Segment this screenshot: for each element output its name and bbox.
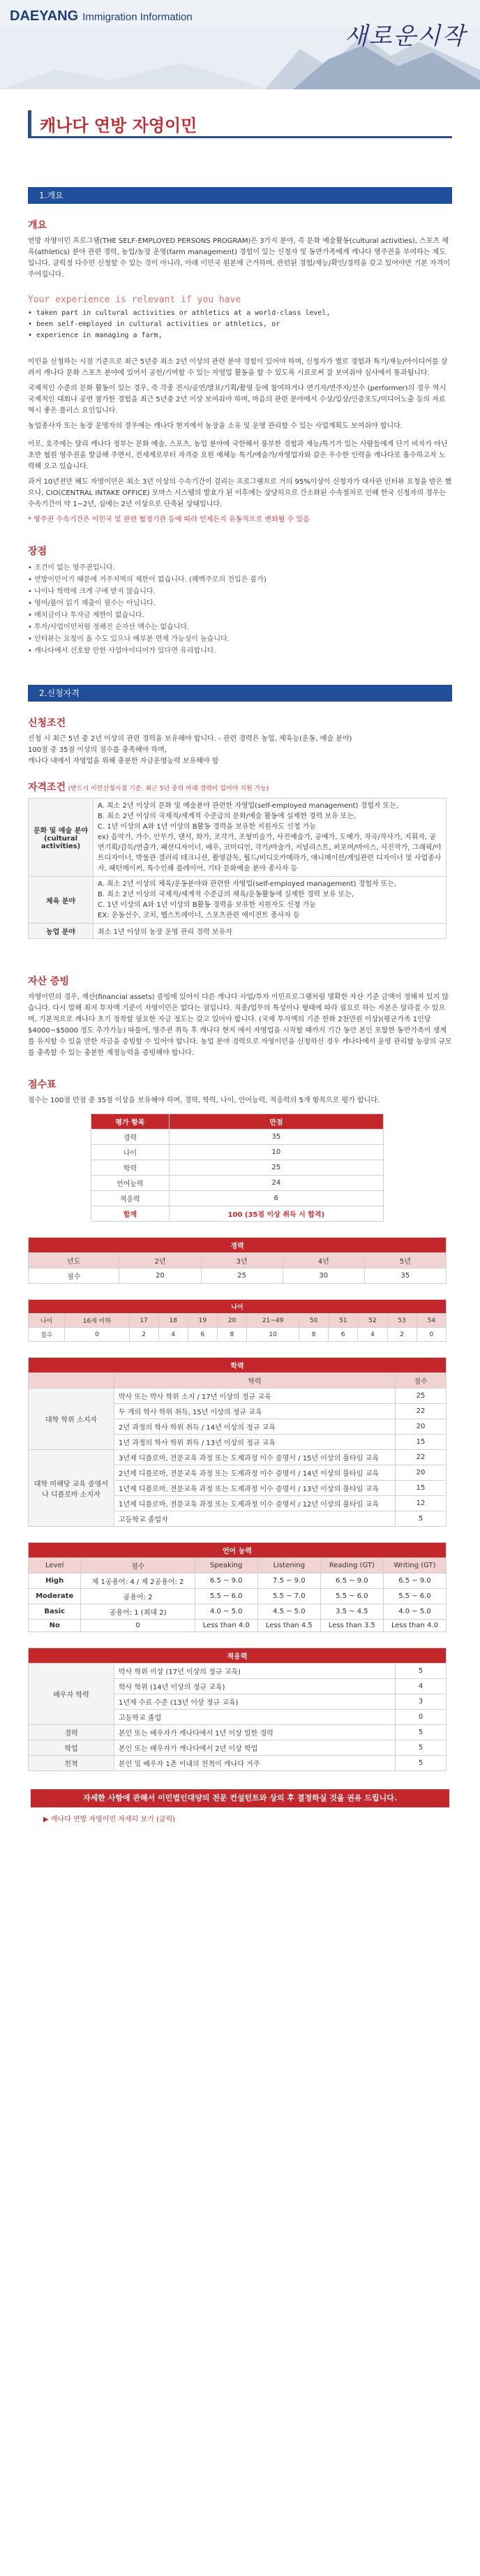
table-cell: 점수 — [81, 1558, 195, 1574]
row-label: 체육 분야 — [29, 877, 93, 924]
table-header: 적응력 — [29, 1648, 447, 1664]
quote-item: • taken part in cultural activities or athletics at a world-class level, — [28, 309, 331, 317]
table-row — [29, 1620, 447, 1632]
paragraph: 100점 중 35점 이상의 점수를 충족해야 하며, — [28, 746, 167, 754]
table-cell: 51 — [329, 1314, 358, 1328]
brand-logo[interactable]: DAEYANG Immigration Information — [10, 8, 193, 24]
paragraph: 신청 시 최근 5년 중 2년 이상의 관련 경력을 보유해야 합니다. - 관련 경력은 농업, 체육능(운동, 예술 분야) — [28, 735, 352, 743]
table-row — [29, 1373, 447, 1389]
section-header-overview: 1.개요 — [28, 187, 452, 204]
table-cell: 35 — [364, 1268, 446, 1284]
table-header: 언어 능력 — [29, 1543, 447, 1558]
table-cell: 5 — [396, 1725, 447, 1740]
table-cell: 학업 — [29, 1740, 114, 1756]
table-cell: 100 (35점 이상 취득 시 합격) — [169, 1206, 383, 1222]
table-cell: 15 — [396, 1481, 447, 1496]
overview-paragraph: 연방 자영이민 프로그램(THE SELF-EMPLOYED PERSONS PROGRAM)은 3가지 분야, 즉 문화 예술활동(cultural activities), 스포츠 체육(athletics) 분야 관련 경력, 농업/농장 운영(farm management) 경험이 있는 신청자 및 동반가족에게 캐나다 영주권을 부여하는 제도입니다. 클릭정 다수민 신청할 수 있는 것이 아니라, 아래 이민국 원본에 근거하며, 관련된 경험/재능/확인/경력을 갖고 있어야만 기본 자격이 주어집니다. — [28, 237, 450, 279]
table-cell: 20 — [396, 1419, 447, 1435]
row-label: 문화 및 예술 분야 (cultural activities) — [29, 799, 93, 877]
table-header: 평가 항목 — [91, 1114, 170, 1130]
cell-line: 최소 1년 이상의 농장 운영 관리 경력 보유자 — [93, 924, 447, 939]
table-cell: 경력 — [29, 1725, 114, 1740]
paragraph: 이로, 호주에는 달리 캐나다 정부는 문화 예술, 스포츠, 농업 분야에 국한해서 풍부한 경험과 재능/특기가 있는 사람들에게 단기 비자가 아닌 초반 협원 영주권을 발급해 주면서, 전세계로부터 자격증 요원 예체능 특기/예술가/자영업자와 같은 우수한 인력을 캐나다로 흡수하고자 노력해 오고 있습니다. — [28, 441, 448, 471]
quote-list — [28, 308, 452, 341]
table-cell: 3년제 디플로마, 전문교육 과정 또는 도제과정 이수 증명서 / 15년 이상의 풀타임 교육 — [114, 1450, 396, 1465]
table-cell: 20 — [396, 1465, 447, 1481]
table-cell: Less than 4.0 — [383, 1620, 446, 1632]
table-cell: Less than 4.0 — [195, 1620, 257, 1632]
table-cell: 25 — [201, 1268, 283, 1284]
table-cell: 언어능력 — [91, 1176, 170, 1191]
list-item: • 조건이 없는 영주권입니다. — [28, 564, 115, 572]
table-cell: 본인 및 배우자 1촌 이내의 친척이 캐나다 거주 — [114, 1756, 396, 1771]
table-cell: 점수 — [29, 1268, 119, 1284]
paragraph: 국제적인 수준의 문화 활동이 있는 경우, 즉 각종 전시/공연/발표/기획/촬영 등에 참여하거나 연기자/연주자/선수 (performer)의 경우 역시 국제적인 대회나 공연 참가한 경험을 최근 5년중 2년 이상 보여줘야 하며, 마음의 관련 분야에서 수상/입상/인증포도/미디어노출 등의 자료 역시 좋은 플러스 요인입니다. — [28, 385, 447, 415]
table-cell: Writing (GT) — [383, 1558, 446, 1574]
table-cell: 6.5 ~ 9.0 — [320, 1574, 383, 1589]
table-cell: 3.5 ~ 4.5 — [320, 1604, 383, 1620]
table-cell: 1년제 디플로마, 전문교육 과정 또는 도제과정 이수 증명서 / 12년 이상의 풀타임 교육 — [114, 1496, 396, 1511]
table-cell: 12 — [396, 1496, 447, 1511]
table-cell: 2년 — [119, 1253, 201, 1268]
table-row — [29, 1574, 447, 1589]
table-cell: 4년 — [283, 1253, 364, 1268]
table-cell: 8 — [299, 1328, 329, 1342]
table-cell: 본인 또는 배우자가 캐나다에서 2년 이상 학업 — [114, 1740, 396, 1756]
table-cell: 54 — [417, 1314, 446, 1328]
table-row — [29, 1740, 447, 1756]
table-cell: 35 — [169, 1130, 383, 1145]
table-row — [29, 1664, 447, 1679]
table-cell: 나이 — [29, 1314, 65, 1328]
table-cell: 10 — [169, 1145, 383, 1160]
calligraphy-logo: 새로운시작 — [344, 22, 466, 50]
table-cell: 5 — [396, 1511, 447, 1527]
table-cell: 2 — [387, 1328, 417, 1342]
table-row — [91, 1176, 384, 1191]
overview-subtitle: 개요 — [28, 220, 47, 231]
table-cell: High — [29, 1574, 81, 1589]
row-label: 농업 분야 — [29, 924, 93, 939]
header-banner — [0, 0, 480, 89]
table-cell: 두 개의 학사 학위 취득, 15년 이상의 정규 교육 — [114, 1404, 396, 1419]
table-cell — [29, 1373, 114, 1389]
table-row — [29, 1558, 447, 1574]
table-cell: 7.5 ~ 9.0 — [257, 1574, 320, 1589]
table-cell: 5 — [396, 1664, 447, 1679]
qualification-table — [28, 798, 447, 939]
cell-line: A. 최소 2년 이상의 문화 및 예술분야 관련한 자영업(self-employed management) 경험자 또는, — [98, 802, 399, 810]
table-cell: 5 — [396, 1756, 447, 1771]
table-row — [91, 1206, 384, 1222]
table-header: 경력 — [29, 1238, 447, 1253]
table-cell: 학력 — [91, 1160, 170, 1176]
score-paragraph: 점수는 100점 만점 중 35점 이상을 보유해야 하며, 경력, 학력, 나이, 언어능력, 적응력의 5개 항목으로 평가 합니다. — [28, 1097, 380, 1104]
table-cell: Speaking — [195, 1558, 257, 1574]
table-cell: 적응력 — [91, 1191, 170, 1206]
score-table — [91, 1113, 384, 1222]
score-title: 점수표 — [28, 1079, 57, 1090]
content — [28, 187, 452, 1823]
table-cell: 0 — [65, 1328, 129, 1342]
paragraph: 농업종사자 또는 농장 운영자의 경우에는 캐나다 현지에서 농장을 소유 및 운영 관리할 수 있는 사업계획도 보여줘야 합니다. — [28, 422, 403, 430]
consult-notice: 자세한 사항에 관해서 이민법인대양의 전문 컨설턴트와 상의 후 결정하실 것을 권유 드립니다. — [31, 1789, 449, 1807]
table-cell: 공용어: 1 (최대 2) — [81, 1604, 195, 1620]
list-item: • 인터뷰는 요청이 올 수도 있으나 예부분 면제 가능성이 높습니다. — [28, 635, 230, 643]
table-cell: 3년 — [201, 1253, 283, 1268]
table-cell: 4.0 ~ 5.0 — [195, 1604, 257, 1620]
table-cell: 0 — [417, 1328, 446, 1342]
table-row — [29, 1725, 447, 1740]
note: * 영주권 수속기간은 이민국 및 관련 협정기관 등에 따라 언제든지 유동적으로 변화될 수 있음 — [28, 516, 310, 524]
table-row — [91, 1160, 384, 1176]
conditions-title: 신청조건 — [28, 718, 66, 729]
table-cell: Moderate — [29, 1589, 81, 1604]
table-cell: No — [29, 1620, 81, 1632]
table-row — [91, 1130, 384, 1145]
table-cell: 53 — [387, 1314, 417, 1328]
table-cell: 년도 — [29, 1253, 119, 1268]
table-row — [29, 1268, 447, 1284]
table-row — [29, 1328, 447, 1342]
table-row — [29, 877, 447, 924]
table-cell: 2년 과정의 학사 학위 취득 / 14년 이상의 정규 교육 — [114, 1419, 396, 1435]
table-row — [29, 1589, 447, 1604]
table-cell: 22 — [396, 1450, 447, 1465]
table-cell: 배우자 학력 — [29, 1664, 114, 1725]
page-title: 캐나다 연방 자영이민 — [40, 116, 197, 135]
cell-line: ex) 음악가, 가수, 안무가, 댄서, 화가, 조각가, 조형미술가, 사진예술가, 공예가, 도예가, 작곡/작사가, 지휘자, 공연기획/감독/연출가, 패션디자이너, 배우, 코미디언, 각가/마술가, 저널리스트, 퍼포머/마이스, 사진작가, 그래픽/아트디자이너, 박물관 갤러리 테크니션, 촬영감독, 월드/비디오카메라가, 애니메이션/게임관련 디자이너 및 사업종사자, 패턴메이커, 특수인쇄 플레이어, 기타 문화예술 분야 종사자 등 — [98, 834, 442, 873]
table-row — [91, 1145, 384, 1160]
table-cell: 5년 — [364, 1253, 446, 1268]
table-cell: 52 — [358, 1314, 387, 1328]
table-cell: 4.0 ~ 5.0 — [383, 1604, 446, 1620]
table-row — [91, 1191, 384, 1206]
table-cell: 6.5 ~ 9.0 — [383, 1574, 446, 1589]
table-cell: 6 — [329, 1328, 358, 1342]
table-cell: 5 — [396, 1740, 447, 1756]
table-cell: 2년제 디플로마, 전문교육 과정 또는 도제과정 이수 증명서 / 14년 이상의 풀타임 교육 — [114, 1465, 396, 1481]
table-cell: 2 — [129, 1328, 158, 1342]
list-item: • 투자/사업이민처럼 정해진 순자산 액수는 없습니다. — [28, 623, 190, 631]
table-cell: 대학 학위 소지자 — [29, 1389, 114, 1450]
table-cell: Basic — [29, 1604, 81, 1620]
table-row — [29, 1389, 447, 1404]
table-cell: 6 — [188, 1328, 217, 1342]
table-cell: 0 — [396, 1710, 447, 1725]
table-cell: 50 — [299, 1314, 329, 1328]
table-cell: 1년 과정의 학사 학위 취득 / 13년 이상의 정규 교육 — [114, 1435, 396, 1450]
quote-item: • experience in managing a farm, — [28, 332, 163, 339]
cell-line: C. 1년 이상의 A와 1년 이상의 B활동 경력을 보유한 지원자도 신청 가능 — [98, 901, 317, 909]
page-title-bar — [28, 110, 452, 138]
paragraph: 과거 10년전만 해도 자영이민은 최소 3년 이상의 수속기간이 걸리는 프로그램으로 거의 95%이상이 신청자가 대사관 인터뷰 요청을 받은 했으나, CIO(CENTRAL INTAKE OFFICE) 모마스 시스템의 발효가 된 이후에는 상당히으로 간소화된 수속절차로 인해 한국 신청자의 경우는 수속기간이 약 1~2년, 심에는 2년 이상으로 단축된 상태입니다. — [28, 478, 452, 508]
table-cell: 4 — [158, 1328, 188, 1342]
table-cell: Less than 4.5 — [257, 1620, 320, 1632]
cell-line: B. 최소 2년 이상의 국제적/세계적 수준급의 체육/운동활동에 실제한 경력 보유 또는, — [98, 891, 354, 898]
table-row — [29, 1450, 447, 1465]
table-header: 만점 — [169, 1114, 383, 1130]
table-cell: 점수 — [29, 1328, 65, 1342]
table-cell: 21~49 — [247, 1314, 299, 1328]
adaptability-table — [28, 1648, 447, 1771]
experience-table — [28, 1237, 447, 1284]
table-cell: 25 — [396, 1389, 447, 1404]
table-cell: 5.5 ~ 6.0 — [195, 1589, 257, 1604]
table-cell: 25 — [169, 1160, 383, 1176]
table-cell: 1년제 수료 수준 (13년 이상 정규 교육) — [114, 1694, 396, 1710]
table-cell: 19 — [188, 1314, 217, 1328]
table-cell: 박사 학위 이상 (17년 이상의 정규 교육) — [114, 1664, 396, 1679]
table-cell: 공용어: 2 — [81, 1589, 195, 1604]
table-row — [29, 1314, 447, 1328]
paragraph: 캐나다 내에서 자영업을 위해 충분한 자금운영능력 보유해야 함 — [28, 757, 219, 765]
cell-line: C. 1년 이상의 A와 1년 이상의 B활동 경력을 보유한 지원자도 신청 가능 — [98, 823, 317, 831]
table-cell: 고등학교 졸업자 — [114, 1511, 396, 1527]
table-cell: 친척 — [29, 1756, 114, 1771]
table-cell: 박사 또는 박사 학위 소지 / 17년 이상의 정규 교육 — [114, 1389, 396, 1404]
table-header: 학력 — [29, 1358, 447, 1373]
section-header-eligibility: 2.신청자격 — [28, 685, 452, 702]
table-cell: 고등학교 졸업 — [114, 1710, 396, 1725]
table-cell: 16세 이하 — [65, 1314, 129, 1328]
education-table — [28, 1357, 447, 1527]
table-cell: 4 — [358, 1328, 387, 1342]
table-cell: 8 — [217, 1328, 246, 1342]
paragraph: 이민을 신청하는 시점 기준으로 최근 5년중 최소 2년 이상의 관련 분야 경험이 있어야 하며, 신청자가 별로 경험과 특기/재능/아이디어를 살려서 캐나다 문화 스포츠 분야에 있어서 공헌/기여할 수 있는 자영업 활동을 할 수 있도록 시료로써 잘 보여줘야 심사에서 통과됩니다. — [28, 358, 448, 377]
list-item: • 영어/불어 읽기 제출이 필수는 아닙니다. — [28, 600, 156, 607]
table-row — [29, 1604, 447, 1620]
cell-line: EX: 운동선수, 코치, 헬스트레이너, 스포츠관련 에이전트 종사자 등 — [98, 912, 300, 919]
table-cell: 30 — [283, 1268, 364, 1284]
table-header: 나이 — [29, 1300, 447, 1314]
table-cell: 4 — [396, 1679, 447, 1694]
cell-line: B. 최소 2년 이상의 국제적/세계적 수준급의 문화/예술 활동에 실제한 경력 보유 또는, — [98, 813, 357, 820]
advantages-title: 장점 — [28, 546, 47, 557]
table-cell: 학력 — [114, 1373, 396, 1389]
cell-line: A. 최소 2년 이상의 체육/운동분야와 관련한 자영업(self-employed management) 경험자 또는, — [98, 880, 397, 888]
table-row — [29, 799, 447, 877]
table-cell: 6 — [169, 1191, 383, 1206]
quote-heading: Your experience is relevant if you have — [28, 295, 241, 305]
table-cell: 경력 — [91, 1130, 170, 1145]
table-cell: 3 — [396, 1694, 447, 1710]
table-cell: 20 — [119, 1268, 201, 1284]
table-cell: 학사 학위 (14년 이상의 정규 교육) — [114, 1679, 396, 1694]
qualification-heading: 자격조건 (반드시 이민신청시점 기준: 최근 5년 중의 아래 경력이 있어야 지원 가능) — [28, 782, 269, 793]
list-item: • 연방이민이기 때문에 거주지역의 제한이 없습니다. (퀘벡주로의 전입은 불가) — [28, 576, 267, 584]
assets-title: 자산 증빙 — [28, 976, 69, 987]
table-cell: Listening — [257, 1558, 320, 1574]
list-item: • 캐나다에서 선호할 만한 사업아이디어가 있다면 유리합니다. — [28, 647, 216, 655]
advantages-list — [28, 562, 452, 657]
table-cell: 본인 또는 배우자가 캐나다에서 1년 이상 일한 경력 — [114, 1725, 396, 1740]
table-cell: 1년제 디플로마, 전문교육 과정 또는 도제과정 이수 증명서 / 13년 이상의 풀타임 교육 — [114, 1481, 396, 1496]
table-cell: 나이 — [91, 1145, 170, 1160]
list-item: • 나이나 학력에 크게 구애 받지 않습니다. — [28, 588, 156, 595]
table-cell: 18 — [158, 1314, 188, 1328]
language-table — [28, 1542, 447, 1632]
table-cell: Level — [29, 1558, 81, 1574]
quote-item: • been self-employed in cultural activities or athletics, or — [28, 320, 280, 328]
age-table — [28, 1299, 447, 1342]
table-cell: 점수 — [396, 1373, 447, 1389]
table-cell: 5.5 ~ 6.0 — [383, 1589, 446, 1604]
table-cell: 20 — [217, 1314, 246, 1328]
table-cell: 15 — [396, 1435, 447, 1450]
table-cell: 24 — [169, 1176, 383, 1191]
table-cell: Reading (GT) — [320, 1558, 383, 1574]
table-cell: 17 — [129, 1314, 158, 1328]
table-cell: 5.5 ~ 6.0 — [320, 1589, 383, 1604]
table-row — [29, 924, 447, 939]
table-row — [29, 1756, 447, 1771]
table-cell: 4.5 ~ 5.0 — [257, 1604, 320, 1620]
assets-paragraph: 자영이민의 경우, 재산(financial assets) 증빙에 있어서 다른 캐나다 사업/투자 이민프로그램처럼 명확한 자산 기준 금액이 정해져 있지 않습니다. 다시 말해 최저 투자액 기준이 자영이민은 없다는 점입니다. 직종/업무의 특성이나 형태에 따라 필요로 하는 자본은 달라질 수 있으며, 기본적으로 캐나다 초기 정착할 필요한 자금 정도는 갖고 있어야 합니다. (국제 투자액의 기준 한화 2천만원 이상)(평균가족 1인당 $4000~$5000 정도 추가가능) 따를어, 영주권 취득 후 캐나다 현지 에서 자영업을 시작할 때까지 기간 동안 본인 포함한 동반가족이 생계를 유지할 수 있을 만한 자금을 증빙할 수 있어야 합니다. 농업 분야 경력으로 자영이민을 신청하신 경우 캐나다에서 운영 관리할 농장의 규모를 충족할 수 있는 충분한 재정능력을 증빙해야 합니다. — [28, 993, 452, 1057]
more-info-link[interactable]: ▶ 캐나다 연방 자영이민 자세히 보기 (클릭) — [43, 1816, 176, 1823]
table-cell: 22 — [396, 1404, 447, 1419]
table-cell: 대학 미해당 교육 증명서나 디플로마 소지자 — [29, 1450, 114, 1527]
list-item: • 예치금이나 투자금 제한이 없습니다. — [28, 612, 144, 619]
table-cell: 합계 — [91, 1206, 170, 1222]
table-row — [29, 1253, 447, 1268]
title-underline — [31, 136, 452, 138]
table-cell: 6.5 ~ 9.0 — [195, 1574, 257, 1589]
table-cell: 제 1공용어: 4 / 제 2공용어: 2 — [81, 1574, 195, 1589]
table-cell: Less than 3.5 — [320, 1620, 383, 1632]
table-cell: 0 — [81, 1620, 195, 1632]
table-cell: 5.5 ~ 7.0 — [257, 1589, 320, 1604]
table-cell: 10 — [247, 1328, 299, 1342]
